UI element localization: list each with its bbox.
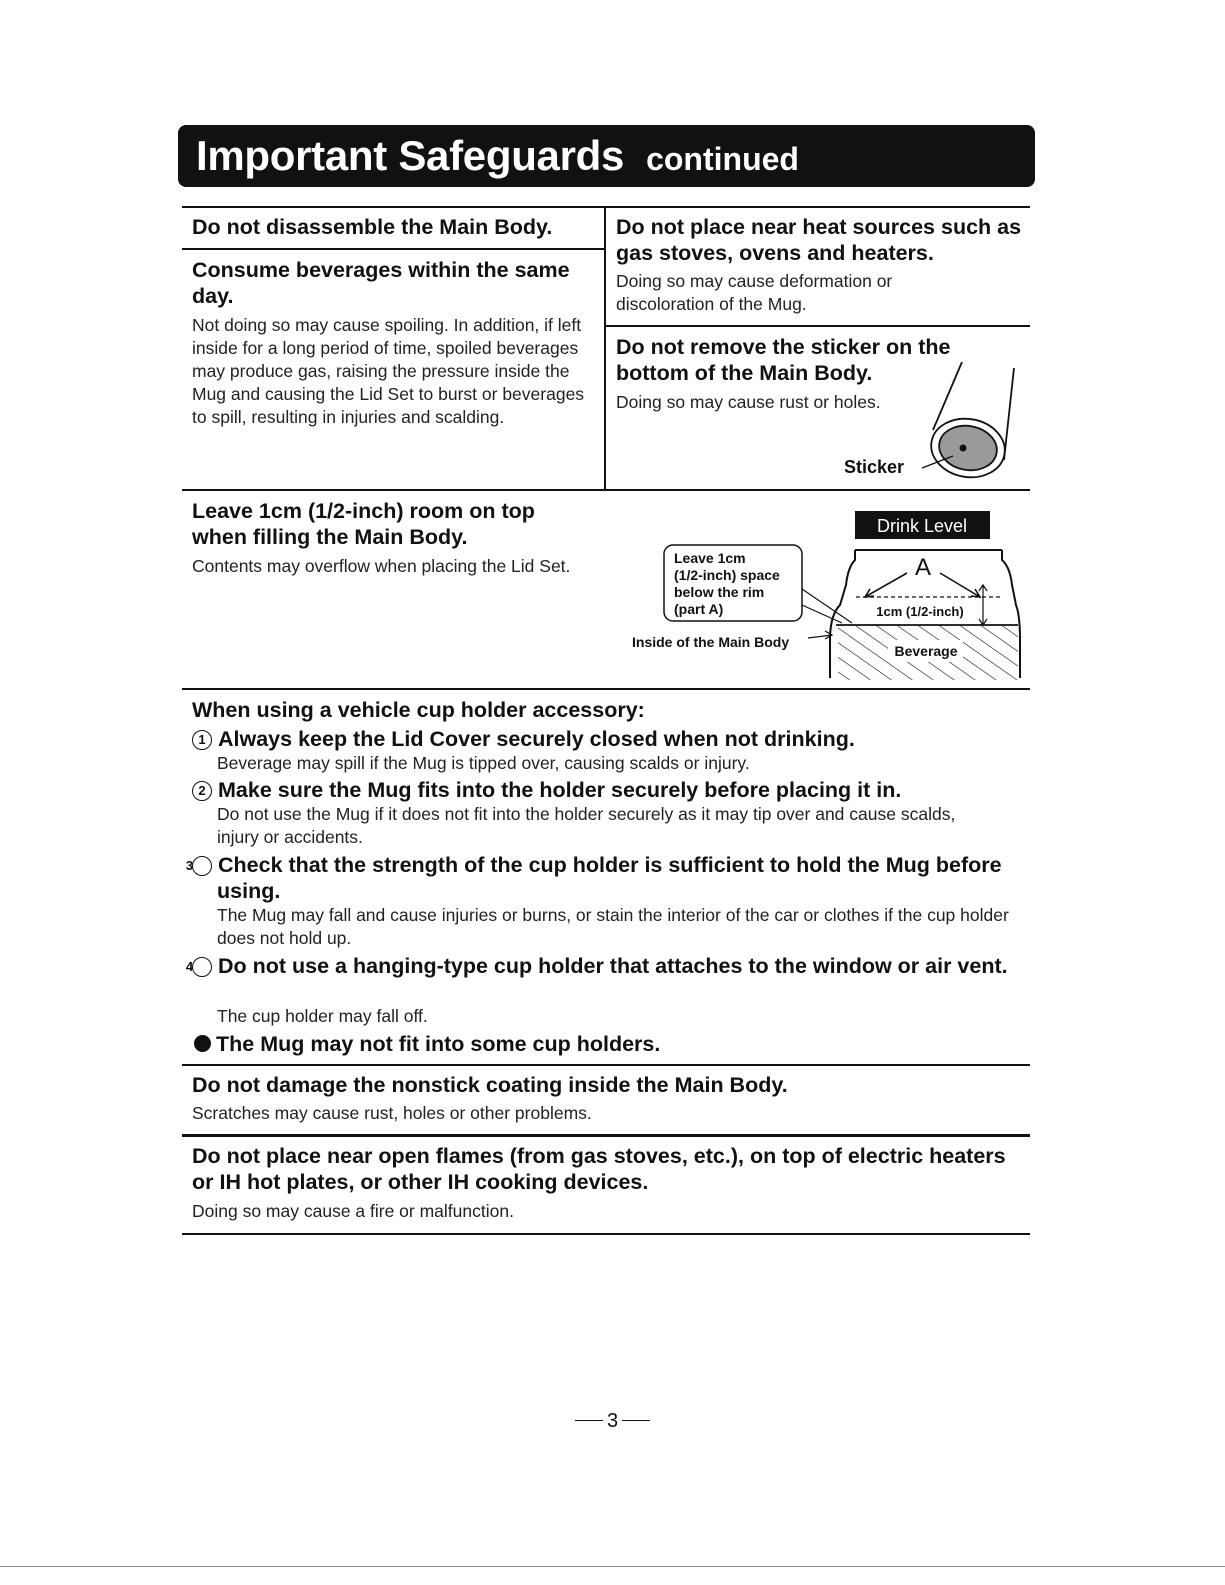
- vehicle-item-4-title: 4 Do not use a hanging-type cup holder that attaches to the window or air vent.: [185, 954, 1008, 978]
- scan-edge-line: [0, 1566, 1225, 1567]
- number-2-icon: 2: [192, 781, 212, 801]
- sticker-heading: Do not remove the sticker on the bottom of the Main Body.: [616, 335, 951, 385]
- rule-bottom: [182, 1233, 1030, 1235]
- vehicle-item-2-body: Do not use the Mug if it does not fit into the holder securely as it may tip over and cause scalds, injury or accidents.: [217, 804, 956, 847]
- beverage-label: Beverage: [894, 643, 958, 659]
- number-3-icon: 3: [192, 856, 212, 876]
- vehicle-item-2-title: 2 Make sure the Mug fits into the holder securely before placing it in.: [192, 777, 1022, 803]
- coating-body: Scratches may cause rust, holes or other problems.: [192, 1103, 592, 1123]
- bullet-icon: [194, 1035, 211, 1052]
- heat-body: Doing so may cause deformation or discoloration of the Mug.: [616, 271, 893, 314]
- consume-heading: Consume beverages within the same day.: [192, 258, 570, 308]
- coating-heading: Do not damage the nonstick coating inside the Main Body.: [192, 1073, 788, 1097]
- rule-left-1: [182, 248, 604, 250]
- number-1-icon: 1: [192, 730, 212, 750]
- heat-heading: Do not place near heat sources such as gas stoves, ovens and heaters.: [616, 215, 1022, 265]
- vehicle-item-3-title: 3 Check that the strength of the cup holder is sufficient to hold the Mug before using.: [185, 853, 1002, 903]
- drink-level-diagram: [620, 505, 1030, 685]
- measure-label: 1cm (1/2-inch): [876, 604, 964, 619]
- rule-right-1: [606, 325, 1030, 327]
- fill-heading: Leave 1cm (1/2-inch) room on top when filling the Main Body.: [192, 499, 535, 549]
- rule-section-3: [182, 688, 1030, 690]
- rule-section-2: [182, 489, 1030, 491]
- banner-title: Important Safeguards: [196, 132, 625, 179]
- vehicle-bullet: The Mug may not fit into some cup holders.: [194, 1031, 660, 1057]
- vehicle-item-1-title: 1 Always keep the Lid Cover securely closed when not drinking.: [192, 726, 1022, 752]
- callout-text: Leave 1cm (1/2-inch) space below the rim (part A): [674, 550, 780, 617]
- column-divider: [604, 206, 606, 490]
- sticker-label: Sticker: [844, 457, 905, 477]
- fill-body: Contents may overflow when placing the Lid Set.: [192, 556, 571, 576]
- mug-bottom-illustration: [830, 360, 1030, 485]
- rule-section-4: [182, 1064, 1030, 1066]
- flames-body: Doing so may cause a fire or malfunction.: [192, 1201, 514, 1221]
- page-banner: [178, 125, 1035, 187]
- part-a-label: A: [914, 554, 932, 581]
- number-4-icon: 4: [192, 957, 212, 977]
- vehicle-item-3-body: The Mug may fall and cause injuries or burns, or stain the interior of the car or clothes if the cup holder does not hold up.: [217, 905, 1009, 948]
- page-number: 3: [0, 1410, 1225, 1433]
- rule-top: [182, 206, 1030, 208]
- disassemble-heading: Do not disassemble the Main Body.: [192, 215, 553, 239]
- vehicle-heading: When using a vehicle cup holder accessory:: [192, 698, 645, 722]
- consume-body: Not doing so may cause spoiling. In addition, if left inside for a long period of time, spoiled beverages may produce gas, raising the pressure inside the Mug and causing the Lid Set to burst or beverages to spill, resulting in injuries and scalding.: [192, 315, 585, 427]
- banner-subtitle: continued: [646, 141, 799, 177]
- rule-section-5: [182, 1134, 1030, 1137]
- flames-heading: Do not place near open flames (from gas stoves, etc.), on top of electric heaters or IH hot plates, or other IH cooking devices.: [192, 1144, 1006, 1194]
- vehicle-item-4-body: The cup holder may fall off.: [217, 1006, 428, 1026]
- drink-level-label: Drink Level: [876, 516, 968, 536]
- sticker-body: Doing so may cause rust or holes.: [616, 392, 881, 412]
- vehicle-item-1-body: Beverage may spill if the Mug is tipped over, causing scalds or injury.: [217, 753, 750, 773]
- dash-right: [622, 1420, 650, 1422]
- inside-label: Inside of the Main Body: [632, 634, 790, 650]
- dash-left: [575, 1420, 603, 1422]
